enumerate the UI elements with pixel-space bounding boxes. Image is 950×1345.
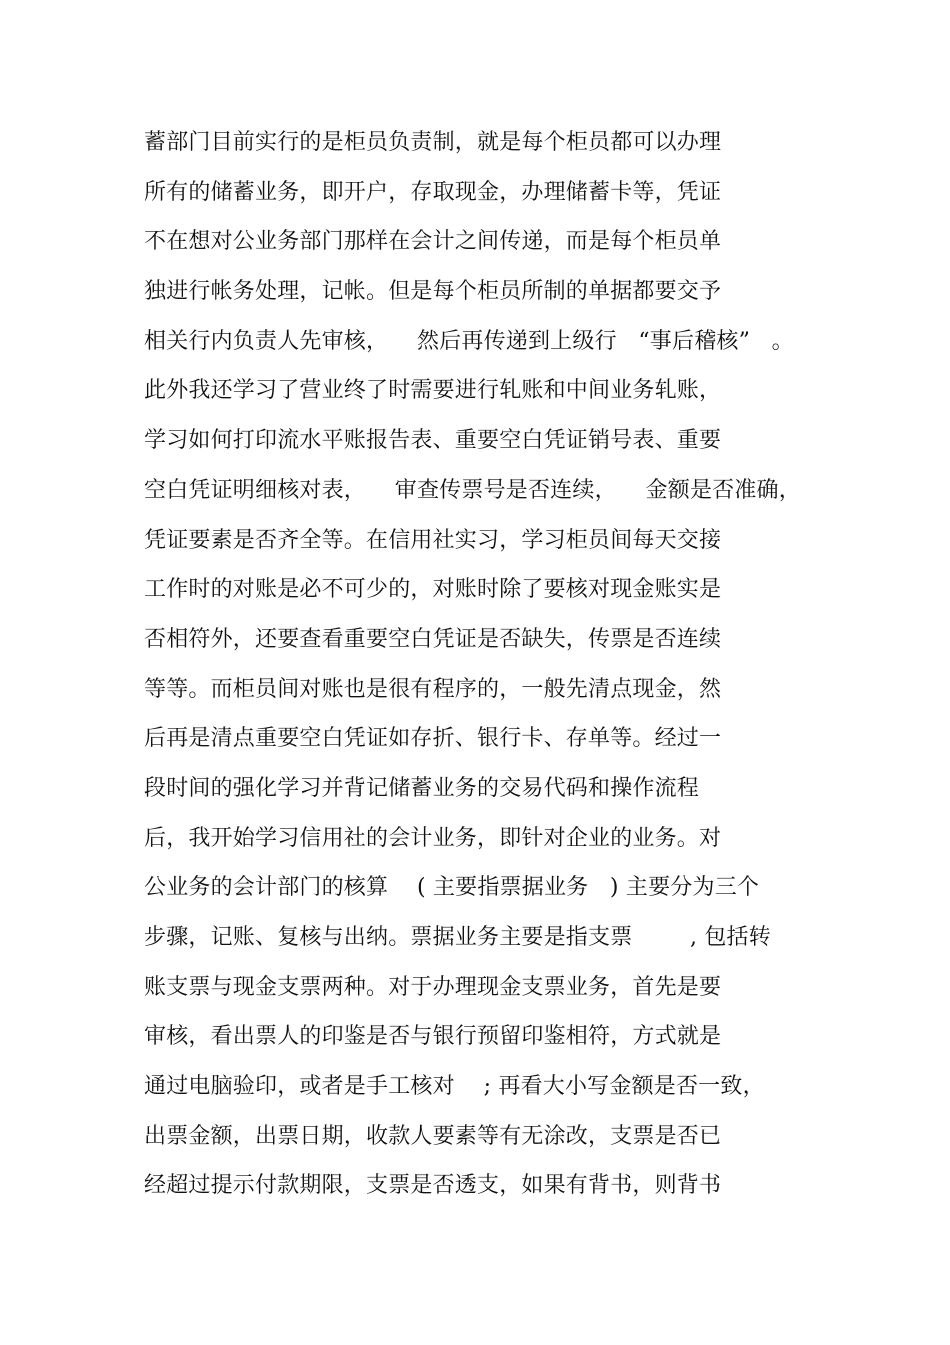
text-line: 蓄部门目前实行的是柜员负责制，就是每个柜员都可以办理	[144, 130, 722, 155]
text-line: 不在想对公业务部门那样在会计之间传递，而是每个柜员单	[144, 229, 722, 255]
body-text	[144, 118, 834, 1211]
text-line: 否相符外，还要查看重要空白凭证是否缺失，传票是否连续	[144, 626, 722, 652]
text-line: 公业务的会计部门的核算 ( 主要指票据业务 ) 主要分为三个	[144, 875, 760, 901]
text-line: 后，我开始学习信用社的会计业务，即针对企业的业务。对	[144, 825, 722, 851]
text-line: 审核，看出票人的印鉴是否与银行预留印鉴相符，方式就是	[144, 1024, 722, 1050]
text-line: 经超过提示付款期限，支票是否透支，如果有背书，则背书	[144, 1173, 722, 1199]
text-line: 所有的储蓄业务，即开户，存取现金，办理储蓄卡等，凭证	[144, 179, 722, 205]
text-line: 后再是清点重要空白凭证如存折、银行卡、存单等。经过一	[144, 726, 722, 752]
text-line: 账支票与现金支票两种。对于办理现金支票业务，首先是要	[144, 974, 722, 1000]
text-line: 出票金额，出票日期，收款人要素等有无涂改，支票是否已	[144, 1123, 722, 1149]
text-line: 等等。而柜员间对账也是很有程序的，一般先清点现金，然	[144, 676, 722, 702]
text-line: 工作时的对账是必不可少的，对账时除了要核对现金账实是	[144, 577, 722, 603]
text-line: 学习如何打印流水平账报告表、重要空白凭证销号表、重要	[144, 428, 722, 454]
text-line: 步骤，记账、复核与出纳。票据业务主要是指支票 , 包括转	[144, 925, 771, 950]
text-line: 此外我还学习了营业终了时需要进行轧账和中间业务轧账，	[144, 378, 722, 404]
text-line: 相关行内负责人先审核， 然后再传递到上级行 “事后稽核” 。	[144, 328, 794, 354]
text-line: 段时间的强化学习并背记储蓄业务的交易代码和操作流程	[144, 775, 700, 801]
text-line: 独进行帐务处理，记帐。但是每个柜员所制的单据都要交予	[144, 279, 722, 305]
text-line: 通过电脑验印，或者是手工核对 ; 再看大小写金额是否一致，	[144, 1074, 765, 1100]
text-line: 凭证要素是否齐全等。在信用社实习，学习柜员间每天交接	[144, 527, 722, 553]
text-line: 空白凭证明细核对表， 审查传票号是否连续， 金额是否准确，	[144, 477, 801, 503]
